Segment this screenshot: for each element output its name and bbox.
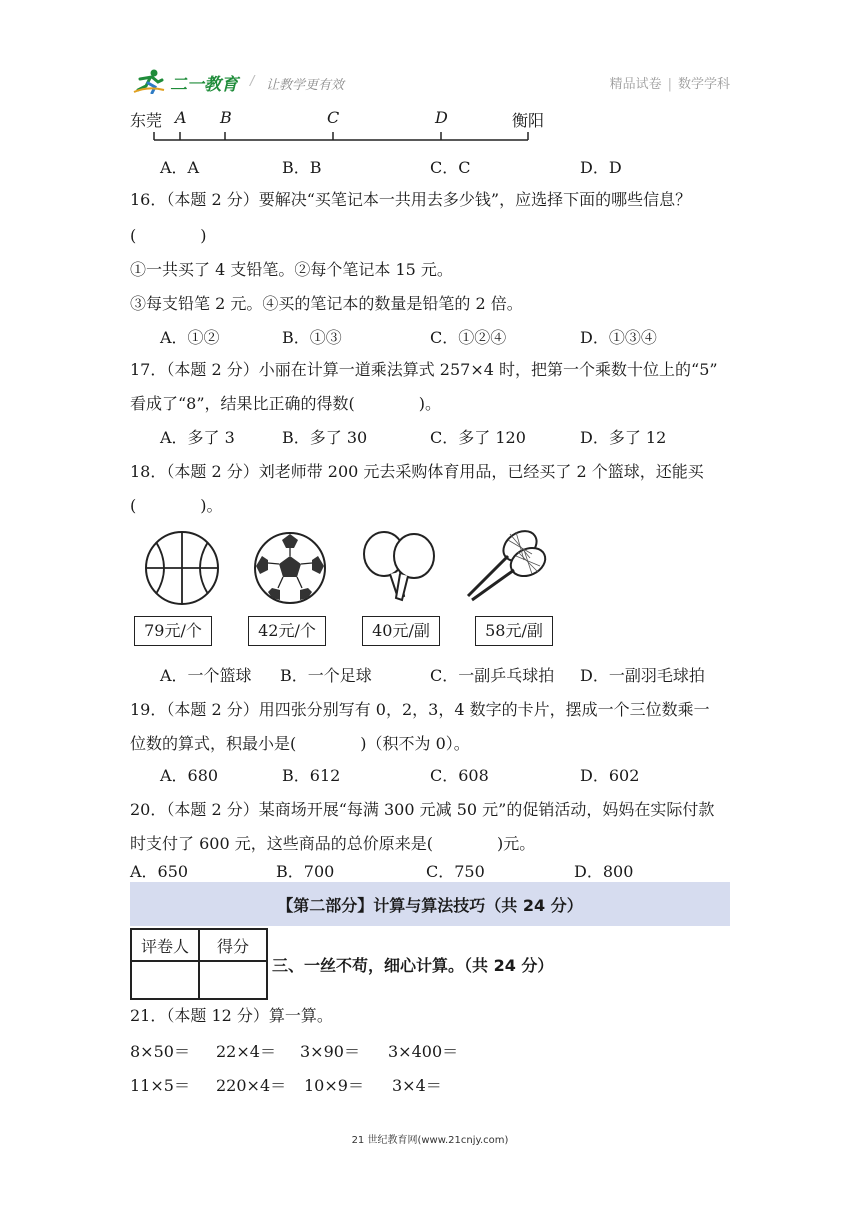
badminton-rackets-icon [462, 526, 554, 606]
section-3-heading: 三、一丝不苟，细心计算。（共 24 分） [272, 956, 554, 975]
q20-option-c: C．750 [426, 862, 485, 881]
number-line-axis [130, 130, 550, 150]
q17-option-c: C．多了 120 [430, 428, 526, 447]
q16-option-a: A．①② [160, 328, 220, 347]
section-2-title [130, 882, 730, 926]
q15-option-c: C．C [430, 158, 471, 177]
section-2-title-text: 【第二部分】计算与算法技巧（共 24 分） [277, 895, 583, 915]
grader-cell [131, 961, 199, 999]
q19-stem-line-1: 19．（本题 2 分）用四张分别写有 0，2，3，4 数字的卡片，摆成一个三位数乘一 [130, 700, 710, 719]
q20-stem-line-1: 20．（本题 2 分）某商场开展“每满 300 元减 50 元”的促销活动，妈妈在实际付款 [130, 800, 715, 819]
q16-info-1: ①一共买了 4 支铅笔。②每个笔记本 15 元。 [130, 260, 453, 279]
q18-option-c: C．一副乒乓球拍 [430, 666, 555, 685]
logo-text: 二一教育 [170, 75, 238, 95]
q16-blank: ( ) [130, 226, 207, 245]
q17-option-d: D．多了 12 [580, 428, 667, 447]
q21-row1-item-4: 3×400＝ [388, 1042, 459, 1061]
price-badminton: 58元/副 [475, 616, 553, 646]
q16-option-c: C．①②④ [430, 328, 507, 347]
q21-row1-item-3: 3×90＝ [300, 1042, 360, 1061]
point-label-c: C [327, 108, 340, 127]
q15-option-a: A．A [160, 158, 200, 177]
q17-stem-line-1: 17．（本题 2 分）小丽在计算一道乘法算式 257×4 时，把第一个乘数十位上的“5” [130, 360, 718, 379]
q21-row1-item-2: 22×4＝ [216, 1042, 276, 1061]
q16-option-d: D．①③④ [580, 328, 657, 347]
grading-table [130, 928, 268, 1000]
q20-option-a: A．650 [130, 862, 189, 881]
ping-pong-paddles-icon [360, 528, 440, 608]
q19-option-a: A．680 [160, 766, 219, 785]
q15-option-b: B．B [282, 158, 322, 177]
point-label-a: A [175, 108, 187, 127]
price-basketball: 79元/个 [134, 616, 212, 646]
q20-stem-line-2: 时支付了 600 元，这些商品的总价原来是( )元。 [130, 834, 536, 853]
grader-label: 评卷人 [131, 929, 199, 961]
q19-option-d: D．602 [580, 766, 640, 785]
soccer-ball-icon [252, 530, 328, 606]
header-divider: / [250, 74, 255, 89]
point-label-d: D [435, 108, 448, 127]
q21-row2-item-4: 3×4＝ [392, 1076, 442, 1095]
q21-row1-item-1: 8×50＝ [130, 1042, 190, 1061]
slogan: 让教学更有效 [266, 78, 345, 93]
q16-stem: 16．（本题 2 分）要解决“买笔记本一共用去多少钱”，应选择下面的哪些信息？ [130, 190, 692, 209]
q20-option-b: B．700 [276, 862, 335, 881]
q18-stem-line-2: ( )。 [130, 496, 223, 515]
q17-stem-line-2: 看成了“8”，结果比正确的得数( )。 [130, 394, 442, 413]
score-cell [199, 961, 267, 999]
q18-option-b: B．一个足球 [280, 666, 372, 685]
tag-left: 精品试卷 [609, 77, 662, 92]
q15-option-d: D．D [580, 158, 622, 177]
number-line-start: 东莞 [130, 111, 163, 130]
price-ping-pong: 40元/副 [362, 616, 440, 646]
q19-option-b: B．612 [282, 766, 341, 785]
page-footer: 21 世纪教育网(www.21cnjy.com) [351, 1135, 509, 1146]
q21-row2-item-3: 10×9＝ [304, 1076, 364, 1095]
q17-option-b: B．多了 30 [282, 428, 368, 447]
q19-stem-line-2: 位数的算式，积最小是( )（积不为 0）。 [130, 734, 470, 753]
basketball-icon [142, 528, 222, 608]
q19-option-c: C．608 [430, 766, 489, 785]
q20-option-d: D．800 [574, 862, 634, 881]
q21-stem: 21．（本题 12 分）算一算。 [130, 1006, 333, 1025]
q18-option-a: A．一个篮球 [160, 666, 252, 685]
q17-option-a: A．多了 3 [160, 428, 235, 447]
q21-row2-item-1: 11×5＝ [130, 1076, 190, 1095]
tag-right: 数学学科 [677, 77, 730, 92]
q18-stem-line-1: 18．（本题 2 分）刘老师带 200 元去采购体育用品，已经买了 2 个篮球，还能买 [130, 462, 704, 481]
score-label: 得分 [199, 929, 267, 961]
q18-option-d: D．一副羽毛球拍 [580, 666, 705, 685]
header-logo [132, 66, 372, 96]
tag-separator: | [667, 77, 672, 92]
q16-info-2: ③每支铅笔 2 元。④买的笔记本的数量是铅笔的 2 倍。 [130, 294, 523, 313]
number-line-end: 衡阳 [512, 111, 545, 130]
point-label-b: B [220, 108, 232, 127]
header-tags [610, 73, 730, 92]
runner-logo-icon [132, 68, 166, 94]
q16-option-b: B．①③ [282, 328, 342, 347]
q21-row2-item-2: 220×4＝ [216, 1076, 287, 1095]
price-soccer-ball: 42元/个 [248, 616, 326, 646]
